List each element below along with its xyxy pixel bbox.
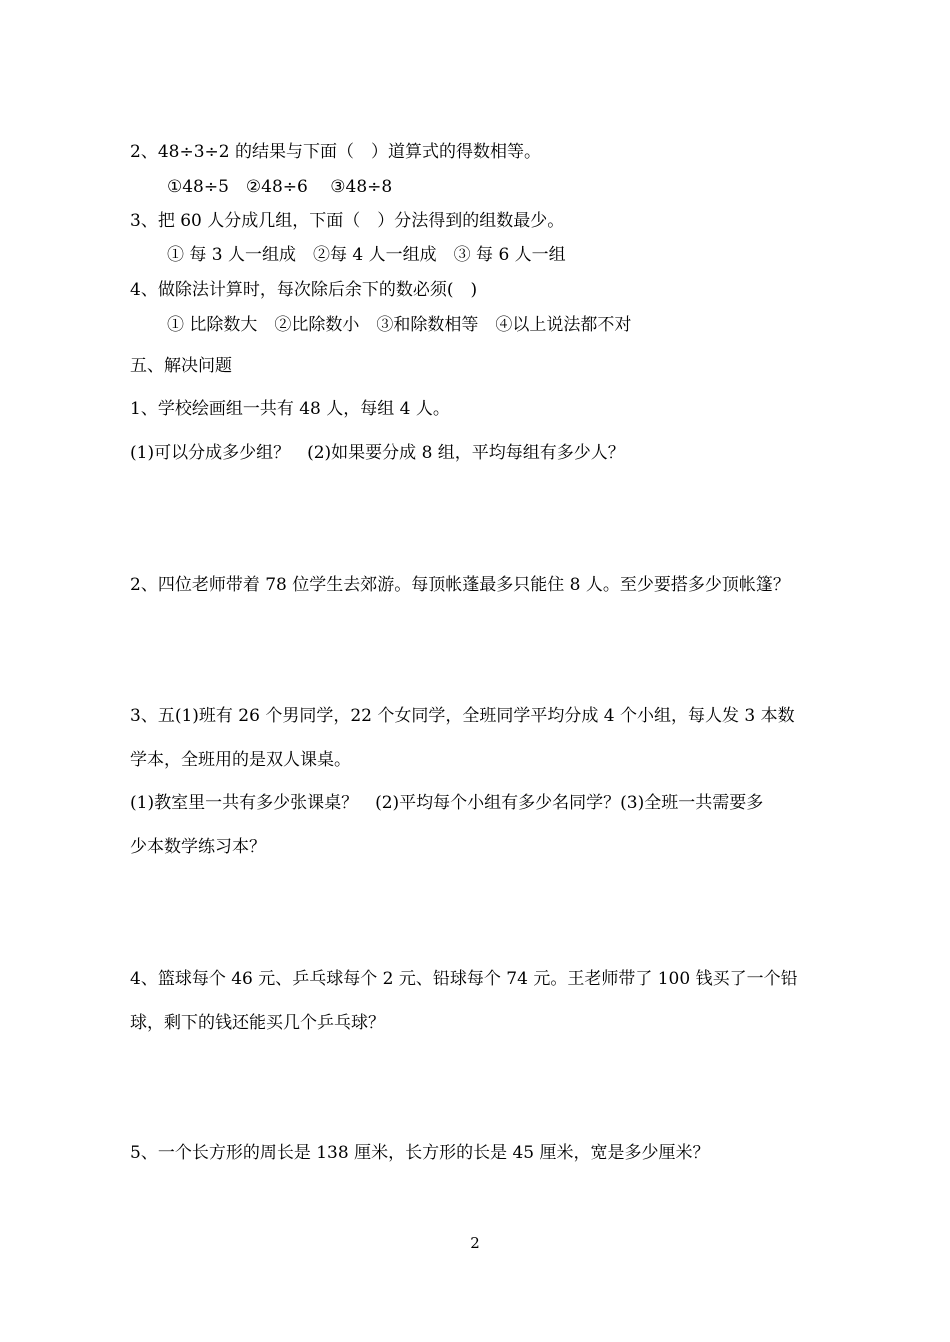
problem-3-subquestions-line-2: 少本数学练习本？ [130, 837, 266, 857]
problem-3-subquestions-line-1: (1)教室里一共有多少张课桌？ (2)平均每个小组有多少名同学？(3)全班一共需要多 [130, 793, 764, 813]
choice-question-4: 4、做除法计算时，每次除后余下的数必须( ) [130, 280, 478, 300]
problem-3-line-2: 学本，全班用的是双人课桌。 [130, 750, 351, 770]
problem-4-line-1: 4、篮球每个 46 元、乒乓球每个 2 元、铅球每个 74 元。王老师带了 100 钱买了一个铅 [130, 969, 798, 989]
problem-1: 1、学校绘画组一共有 48 人，每组 4 人。 [130, 399, 450, 419]
problem-5: 5、一个长方形的周长是 138 厘米，长方形的长是 45 厘米，宽是多少厘米？ [130, 1143, 710, 1163]
problem-2: 2、四位老师带着 78 位学生去郊游。每顶帐蓬最多只能住 8 人。至少要搭多少顶帐篷？ [130, 575, 790, 595]
choice-question-3-options: ① 每 3 人一组成 ②每 4 人一组成 ③ 每 6 人一组 [167, 245, 566, 265]
choice-question-4-options: ① 比除数大 ②比除数小 ③和除数相等 ④以上说法都不对 [167, 315, 632, 335]
section-heading-problems: 五、解决问题 [130, 356, 232, 376]
problem-1-subquestions: (1)可以分成多少组？ (2)如果要分成 8 组，平均每组有多少人？ [130, 443, 625, 463]
problem-3-line-1: 3、五(1)班有 26 个男同学，22 个女同学，全班同学平均分成 4 个小组，每人发 3 本数 [130, 706, 795, 726]
choice-question-2: 2、48÷3÷2 的结果与下面（ ）道算式的得数相等。 [130, 142, 541, 162]
problem-4-line-2: 球，剩下的钱还能买几个乒乓球？ [130, 1013, 385, 1033]
page-number: 2 [470, 1234, 480, 1252]
choice-question-3: 3、把 60 人分成几组，下面（ ）分法得到的组数最少。 [130, 211, 565, 231]
choice-question-2-options: ①48÷5 ②48÷6 ③48÷8 [167, 177, 393, 197]
